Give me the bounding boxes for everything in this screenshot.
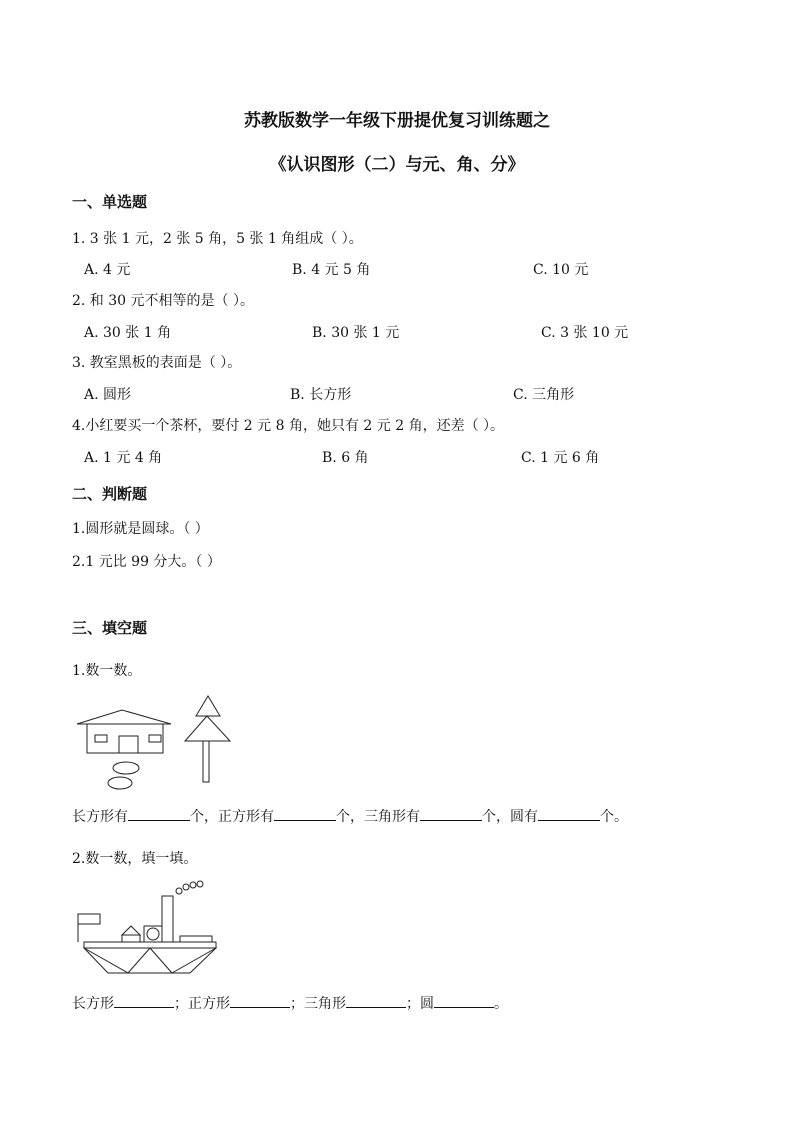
ship-figure [72,876,232,976]
option-1a[interactable]: A. 4 元 [84,262,131,278]
house-and-tree-figure [74,694,244,794]
house-roof-shape [77,710,171,724]
blank-ship-circle-count[interactable] [434,993,494,1008]
question-4: 4.小红要买一个茶杯，要付 2 元 8 角，她只有 2 元 2 角，还差（ ）。 [72,418,505,434]
tree-bottom-triangle [185,716,230,741]
blank-square-count[interactable] [274,806,336,821]
porthole-circle [147,928,159,940]
fill-question-1-answer-line: 长方形有 个，正方形有 个，三角形有 个，圆有 个。 [72,806,628,826]
smoke-circle-4 [197,881,203,887]
judge-item-1: 1.圆形就是圆球。（ ） [72,521,209,537]
blank-ship-triangle-count[interactable] [346,993,406,1008]
tree-top-triangle [196,696,220,716]
house-body-shape [87,724,163,753]
blank-ship-square-count[interactable] [230,993,290,1008]
question-1: 1. 3 张 1 元，2 张 5 角，5 张 1 角组成（ ）。 [72,231,363,247]
question-2: 2. 和 30 元不相等的是（ ）。 [72,293,254,309]
option-2b[interactable]: B. 30 张 1 元 [312,325,400,341]
fill-question-2-answer-line: 长方形 ；正方形 ；三角形 ；圆 。 [72,993,508,1013]
option-4c[interactable]: C. 1 元 6 角 [521,450,600,466]
cabin-body [122,935,140,942]
hull-shape [84,948,216,973]
house-right-window [149,735,161,742]
blank-rectangle-count[interactable] [128,806,190,821]
option-4b[interactable]: B. 6 角 [322,450,369,466]
blank-ship-rectangle-count[interactable] [114,993,174,1008]
judge-item-2: 2.1 元比 99 分大。（ ） [72,554,221,570]
option-4a[interactable]: A. 1 元 4 角 [84,450,163,466]
fill-question-2-prompt: 2.数一数，填一填。 [72,851,198,867]
option-3c[interactable]: C. 三角形 [513,387,575,403]
section-heading-single-choice: 一、单选题 [72,193,148,211]
blank-triangle-count[interactable] [420,806,482,821]
cloud-oval-upper [113,762,139,774]
blank-circle-count[interactable] [538,806,600,821]
deck-rect [84,942,216,948]
cloud-oval-lower [108,777,132,789]
cabin-roof-triangle [122,926,140,935]
fill-question-1-prompt: 1.数一数。 [72,663,142,679]
house-left-window [95,735,107,742]
smoke-circle-3 [190,882,196,888]
chimney-rect [162,896,173,942]
house-door [119,736,138,753]
section-heading-true-false: 二、判断题 [72,485,148,503]
option-3a[interactable]: A. 圆形 [84,387,132,403]
smoke-circle-2 [183,884,189,890]
option-3b[interactable]: B. 长方形 [290,387,352,403]
hull-diagonal-2 [128,948,150,973]
option-1c[interactable]: C. 10 元 [533,262,589,278]
tree-trunk [203,741,209,782]
hull-diagonal-3 [150,948,172,973]
document-subtitle: 《认识图形（二）与元、角、分》 [269,155,525,175]
option-1b[interactable]: B. 4 元 5 角 [292,262,371,278]
option-2a[interactable]: A. 30 张 1 角 [84,325,172,341]
option-2c[interactable]: C. 3 张 10 元 [541,325,629,341]
section-heading-fill-in: 三、填空题 [72,619,148,637]
flag-rect [78,914,100,924]
question-3: 3. 教室黑板的表面是（ ）。 [72,355,242,371]
hull-diagonal-1 [84,948,128,973]
document-title: 苏教版数学一年级下册提优复习训练题之 [244,111,550,131]
rear-rect [180,936,212,942]
smoke-circle-1 [176,888,182,894]
